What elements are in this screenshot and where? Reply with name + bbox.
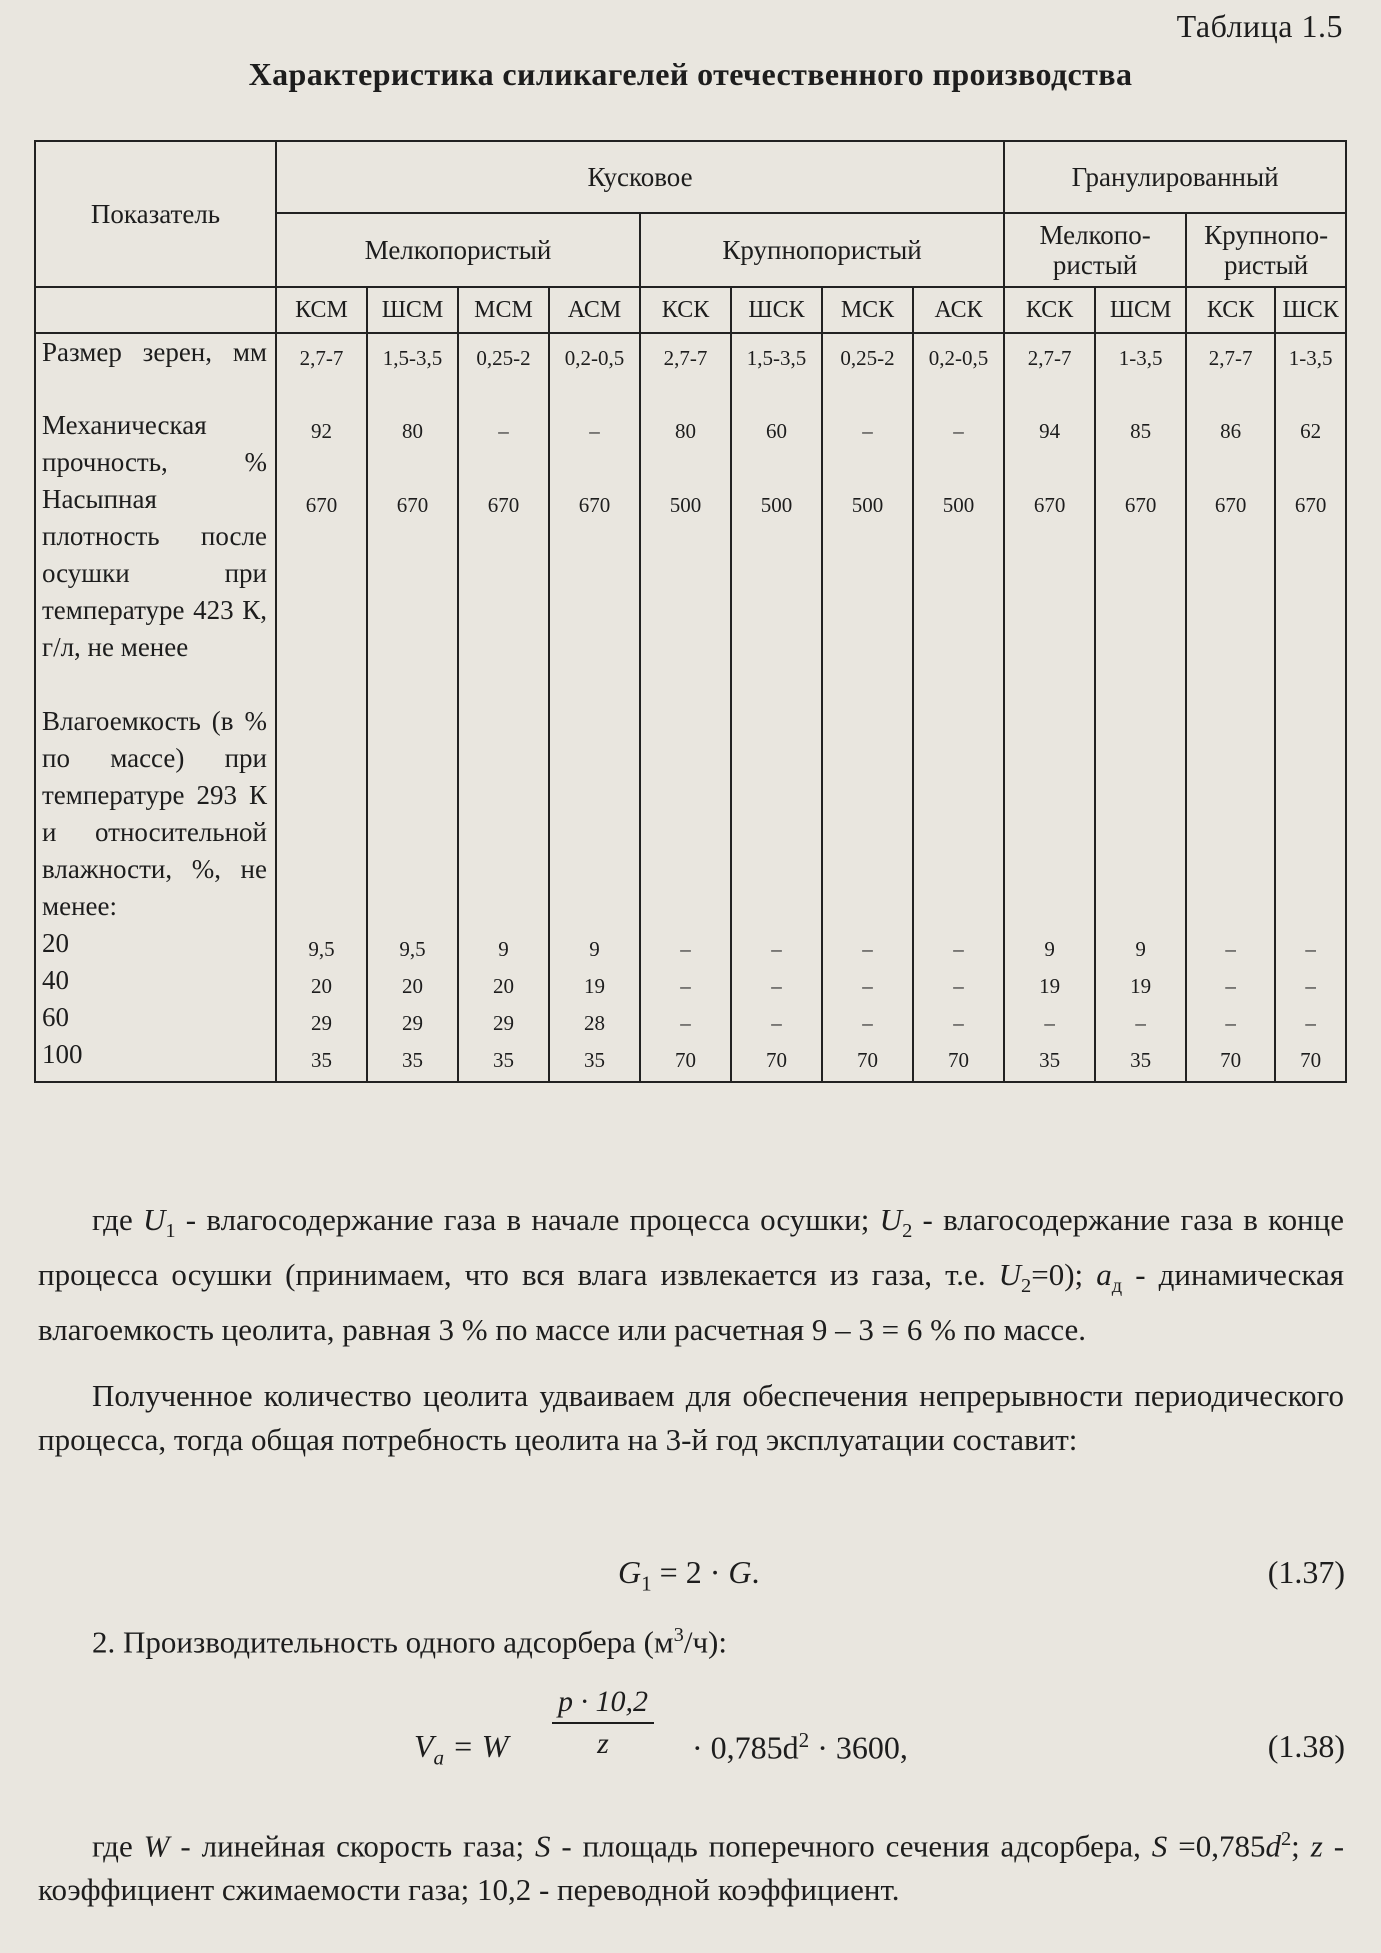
cell: 2,7-7 [1004,333,1095,407]
row-label: 100 [35,1036,276,1082]
row-rh20 [35,925,1346,962]
cell: 20 [458,962,549,999]
header-granulated: Гранулированный [1004,141,1346,213]
header-param: Показатель [35,141,276,287]
cell: – [822,999,913,1036]
cell: 670 [276,481,367,703]
cell: 1,5-3,5 [367,333,458,407]
cell: 70 [640,1036,731,1082]
cell: – [913,407,1004,481]
cell: 2,7-7 [640,333,731,407]
header-blank [35,287,276,333]
cell: 2,7-7 [276,333,367,407]
cell: 500 [731,481,822,703]
table-title: Характеристика силикагелей отечественного производства [248,56,1133,92]
formula-1-37: $G_1 = 2 \cdot G$. [618,1554,760,1596]
cell: – [640,925,731,962]
formula-1-38-tail: · $0,785d^2 \cdot 3600$, [692,1728,908,1766]
cell: 1-3,5 [1095,333,1186,407]
grade-cell: МСМ [458,287,549,333]
row-grain-size [35,333,1346,407]
row-label: Размер зерен, мм [35,333,276,407]
cell: – [913,962,1004,999]
cell: 70 [731,1036,822,1082]
cell: 19 [1004,962,1095,999]
grade-cell: КСК [640,287,731,333]
cell: – [1275,925,1346,962]
paragraph-definitions-2: где W - линейная скорость газа; S - площадь поперечного сечения адсорбера, $S =0,785d^2$; z - коэффициент сжимаемости газа; 10,2 - переводной коэффициент. [38,1828,1345,1908]
cell: – [1186,925,1275,962]
grade-cell: МСК [822,287,913,333]
row-label: Влагоемкость (в % по массе) при температуре 293 К и относительной влажности, %, не менее: [35,703,276,925]
row-label: 60 [35,999,276,1036]
cell: 670 [1275,481,1346,703]
cell: 70 [822,1036,913,1082]
row-label: 40 [35,962,276,999]
grade-cell: КСК [1004,287,1095,333]
paragraph-adsorber-capacity: 2. Производительность одного адсорбера $(м^3/ч)$: [92,1624,727,1660]
row-moisture [35,703,1346,925]
cell: 19 [549,962,640,999]
grade-cell: ШСК [1275,287,1346,333]
cell: 0,2-0,5 [549,333,640,407]
row-rh40 [35,962,1346,999]
cell: 500 [640,481,731,703]
row-rh100 [35,1036,1346,1082]
cell: 9 [1095,925,1186,962]
cell: – [822,925,913,962]
grade-cell: КСМ [276,287,367,333]
grade-cell: ШСК [731,287,822,333]
paragraph-zeolite-doubling: Полученное количество цеолита удваиваем для обеспечения непрерывности периодического процесса, тогда общая потребность цеолита на 3-й год эксплуатации составит: [38,1378,1344,1457]
cell: 9 [458,925,549,962]
cell: – [1186,999,1275,1036]
cell: 670 [1095,481,1186,703]
cell: 35 [367,1036,458,1082]
fraction-numerator: p · 10,2 [552,1682,654,1724]
cell: – [731,962,822,999]
table-number: Таблица 1.5 [1176,8,1343,44]
header-lumpy: Кусковое [276,141,1004,213]
cell: 35 [549,1036,640,1082]
cell: 29 [458,999,549,1036]
cell: 62 [1275,407,1346,481]
grade-cell: ШСМ [1095,287,1186,333]
cell: – [549,407,640,481]
header-coarse-pore: Крупнопористый [640,213,1004,287]
cell: 1,5-3,5 [731,333,822,407]
grade-cell: ШСМ [367,287,458,333]
cell: 670 [367,481,458,703]
formula-1-38-lhs: $V_a = W$ [414,1728,509,1770]
cell: 0,2-0,5 [913,333,1004,407]
cell: 9,5 [276,925,367,962]
cell: – [458,407,549,481]
cell: 0,25-2 [458,333,549,407]
cell: 500 [913,481,1004,703]
cell: 70 [1186,1036,1275,1082]
cell: 670 [1186,481,1275,703]
fraction-denominator: z [597,1727,609,1760]
cell: 19 [1095,962,1186,999]
cell: 80 [640,407,731,481]
cell: – [731,925,822,962]
cell: 85 [1095,407,1186,481]
row-label: Насыпная плотность после осушки при температуре 423 К, г/л, не менее [35,481,276,703]
cell: – [640,999,731,1036]
cell: 80 [367,407,458,481]
header-fine-pore: Мелкопористый [276,213,640,287]
cell: 20 [367,962,458,999]
cell: 29 [276,999,367,1036]
cell: – [1004,999,1095,1036]
cell: – [822,407,913,481]
cell: 9 [1004,925,1095,962]
cell: 60 [731,407,822,481]
cell: 0,25-2 [822,333,913,407]
cell: 35 [1095,1036,1186,1082]
cell: 9,5 [367,925,458,962]
header-gran-fine: Мелкопо- ристый [1004,213,1186,287]
cell: – [640,962,731,999]
cell: – [731,999,822,1036]
cell: 70 [913,1036,1004,1082]
cell: 70 [1275,1036,1346,1082]
row-strength [35,407,1346,481]
cell: 35 [1004,1036,1095,1082]
cell: – [913,925,1004,962]
equation-number-1-37: (1.37) [1267,1554,1345,1590]
grade-cell: АСК [913,287,1004,333]
silica-gel-table [34,140,1347,1083]
cell: 28 [549,999,640,1036]
cell: 670 [458,481,549,703]
cell: 86 [1186,407,1275,481]
cell: 2,7-7 [1186,333,1275,407]
cell: – [1275,962,1346,999]
row-rh60 [35,999,1346,1036]
cell: 35 [458,1036,549,1082]
cell: 670 [1004,481,1095,703]
cell: 20 [276,962,367,999]
row-label: 20 [35,925,276,962]
row-density [35,481,1346,703]
cell: 92 [276,407,367,481]
cell: 670 [549,481,640,703]
grade-cell: АСМ [549,287,640,333]
cell: 35 [276,1036,367,1082]
cell: 500 [822,481,913,703]
formula-1-38-fraction [552,1682,654,1764]
cell: – [913,999,1004,1036]
cell: 9 [549,925,640,962]
row-label: Механическая прочность, % [35,407,276,481]
equation-number-1-38: (1.38) [1267,1728,1345,1764]
paragraph-definitions-1: где $U_1$ - влагосодержание газа в начале процесса осушки; $U_2$ - влагосодержание газа в конце процесса осушки (принимаем, что вся влага извлекается из газа, т.е. $U_2=0$); $a_д$ - динамическая влагоемкость цеолита, равная 3 % по массе или расчетная 9 – 3 = 6 % по массе. [38,1202,1345,1348]
cell: – [1275,999,1346,1036]
cell: 1-3,5 [1275,333,1346,407]
cell: 94 [1004,407,1095,481]
header-gran-coarse: Крупнопо- ристый [1186,213,1346,287]
grade-cell: КСК [1186,287,1275,333]
cell: – [1186,962,1275,999]
cell: 29 [367,999,458,1036]
cell: – [1095,999,1186,1036]
cell: – [822,962,913,999]
